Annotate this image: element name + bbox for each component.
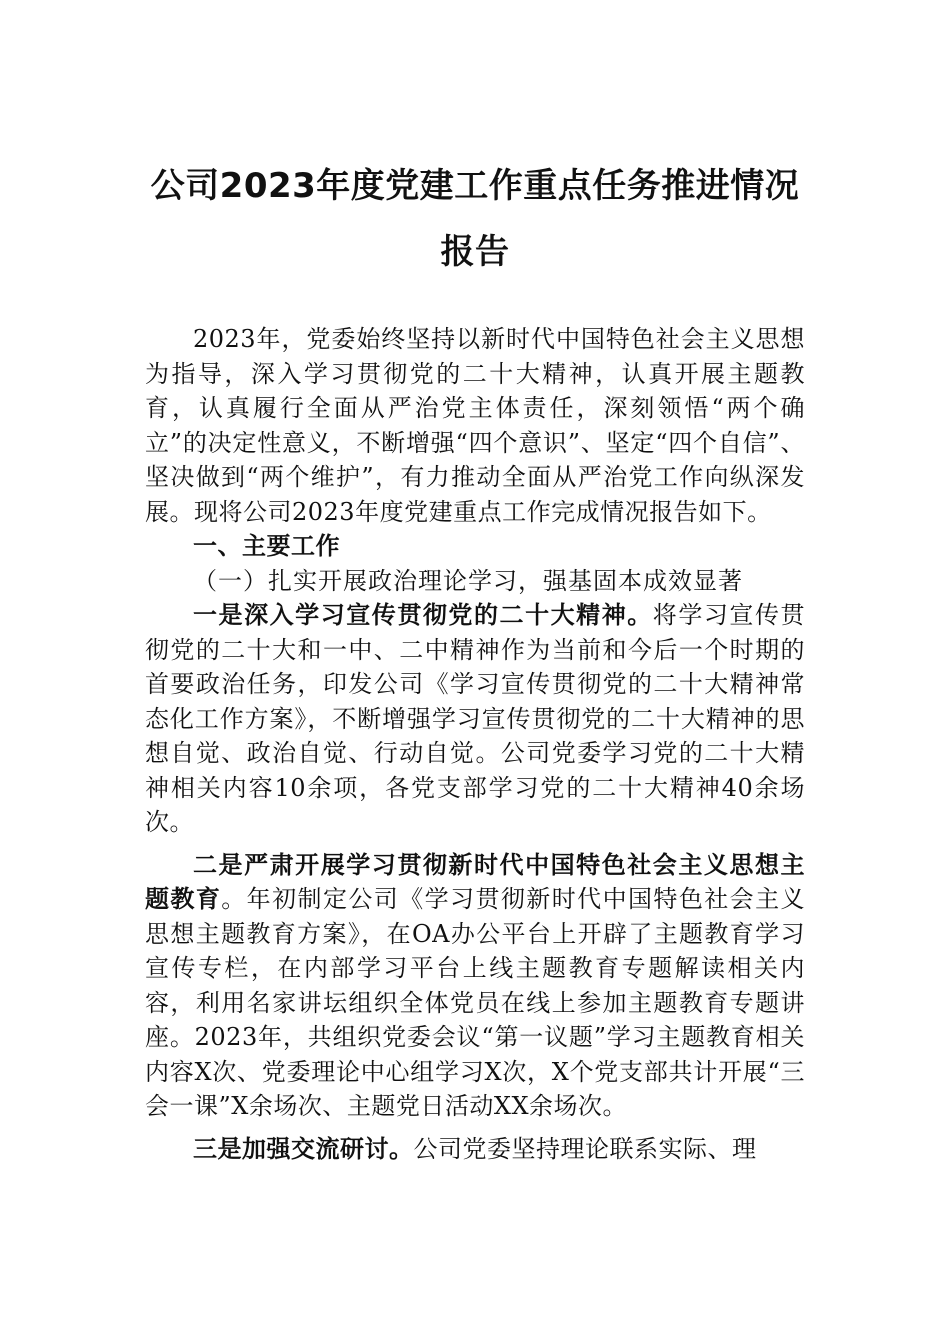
- document-title-line-2: 报告: [440, 232, 510, 272]
- document-title-line-1: 公司2023年度党建工作重点任务推进情况: [150, 166, 800, 206]
- paragraph-spacer: [145, 1124, 805, 1132]
- item-lead-1: 一是深入学习宣传贯彻党的二十大精神。: [193, 601, 653, 629]
- item-text-3: 公司党委坚持理论联系实际、理: [413, 1134, 757, 1163]
- item-paragraph-3: [145, 1132, 805, 1167]
- item-paragraph-2: [145, 848, 805, 1124]
- item-lead-2: 二是严肃开展学习贯彻新时代中国特色社会主义思想主题教育: [145, 850, 805, 913]
- intro-paragraph: 2023年，党委始终坚持以新时代中国特色社会主义思想为指导，深入学习贯彻党的二十大精神，认真开展主题教育，认真履行全面从严治党主体责任，深刻领悟“两个确立”的决定性意义，不断增强“四个意识”、坚定“四个自信”、坚决做到“两个维护”，有力推动全面从严治党工作向纵深发展。现将公司2023年度党建重点工作完成情况报告如下。: [145, 325, 805, 526]
- subsection-heading: （一）扎实开展政治理论学习，强基固本成效显著: [193, 566, 743, 595]
- document-body: [145, 322, 805, 1166]
- item-lead-3: 三是加强交流研讨。: [193, 1134, 414, 1163]
- item-text-2: 。年初制定公司《学习贯彻新时代中国特色社会主义思想主题教育方案》，在OA办公平台上开辟了主题教育学习宣传专栏，在内部学习平台上线主题教育专题解读相关内容，利用名家讲坛组织全体党员在线上参加主题教育专题讲座。2023年，共组织党委会议“第一议题”学习主题教育相关内容X次、党委理论中心组学习X次，X个党支部共计开展“三会一课”X余场次、主题党日活动XX余场次。: [145, 885, 806, 1120]
- paragraph-spacer: [145, 840, 805, 848]
- item-text-1: 将学习宣传贯彻党的二十大和一中、二中精神作为当前和今后一个时期的首要政治任务，印发公司《学习宣传贯彻党的二十大精神常态化工作方案》，不断增强学习宣传贯彻党的二十大精神的思想自觉、政治自觉、行动自觉。公司党委学习党的二十大精神相关内容10余项，各党支部学习党的二十大精神40余场次。: [145, 601, 805, 836]
- section-heading: 一、主要工作: [193, 532, 340, 560]
- item-paragraph-1: [145, 598, 805, 840]
